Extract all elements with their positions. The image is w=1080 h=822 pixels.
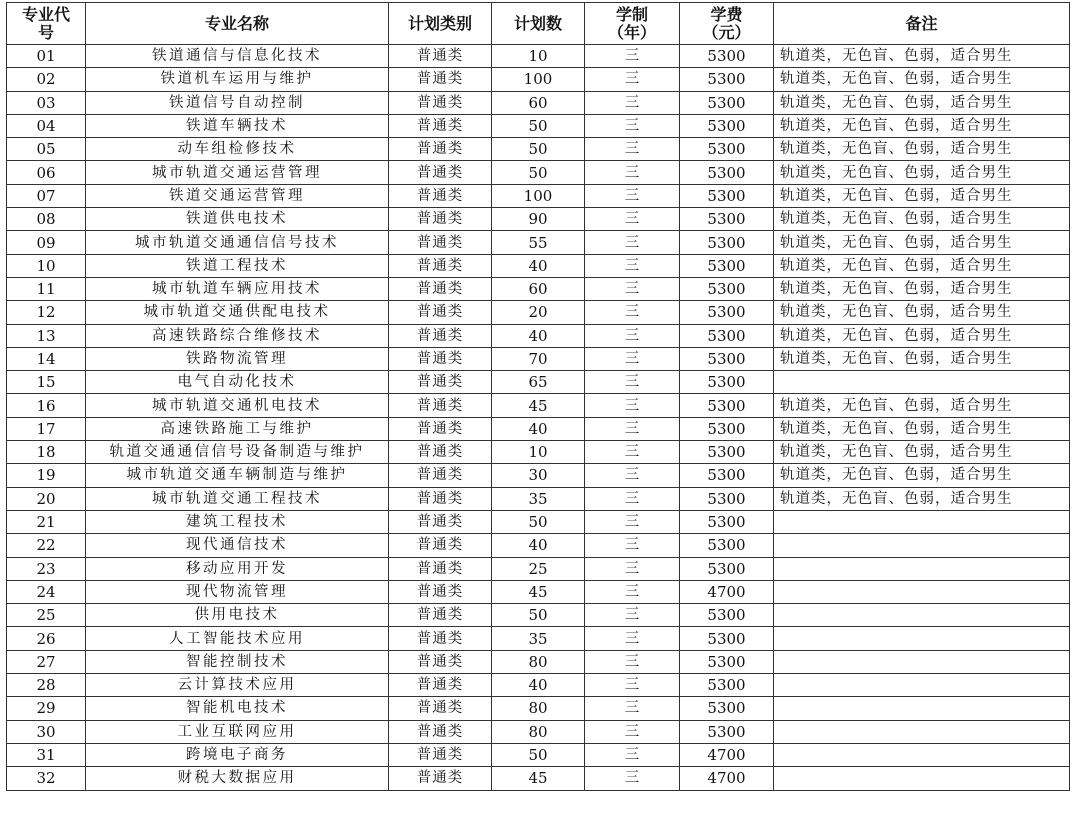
table-row <box>7 417 1070 440</box>
cell-plan-type: 普通类 <box>389 674 492 697</box>
cell-duration: 三 <box>585 534 680 557</box>
cell-plan-type: 普通类 <box>389 231 492 254</box>
cell-tuition: 5300 <box>680 184 774 207</box>
cell-major-name: 铁道供电技术 <box>86 208 389 231</box>
cell-tuition: 5300 <box>680 534 774 557</box>
table-row <box>7 464 1070 487</box>
cell-plan-type: 普通类 <box>389 697 492 720</box>
header-code-line1: 专业代 <box>21 4 70 24</box>
cell-tuition: 5300 <box>680 510 774 533</box>
cell-remark: 轨道类，无色盲、色弱，适合男生 <box>774 45 1070 68</box>
cell-code: 27 <box>7 650 86 673</box>
cell-remark: 轨道类，无色盲、色弱，适合男生 <box>774 254 1070 277</box>
table-row <box>7 184 1070 207</box>
cell-remark <box>774 767 1070 790</box>
cell-code: 11 <box>7 277 86 300</box>
cell-major-name: 智能控制技术 <box>86 650 389 673</box>
cell-plan-count: 80 <box>492 697 585 720</box>
cell-plan-count: 80 <box>492 720 585 743</box>
cell-duration: 三 <box>585 277 680 300</box>
table-row <box>7 301 1070 324</box>
cell-duration: 三 <box>585 767 680 790</box>
cell-major-name: 建筑工程技术 <box>86 510 389 533</box>
cell-duration: 三 <box>585 208 680 231</box>
table-row <box>7 208 1070 231</box>
cell-plan-type: 普通类 <box>389 254 492 277</box>
cell-tuition: 5300 <box>680 161 774 184</box>
table-row <box>7 604 1070 627</box>
cell-major-name: 城市轨道交通车辆制造与维护 <box>86 464 389 487</box>
cell-plan-type: 普通类 <box>389 627 492 650</box>
cell-tuition: 5300 <box>680 487 774 510</box>
table-row <box>7 487 1070 510</box>
cell-code: 19 <box>7 464 86 487</box>
cell-tuition: 5300 <box>680 720 774 743</box>
cell-duration: 三 <box>585 464 680 487</box>
cell-remark <box>774 604 1070 627</box>
cell-plan-count: 40 <box>492 417 585 440</box>
cell-plan-type: 普通类 <box>389 487 492 510</box>
cell-code: 21 <box>7 510 86 533</box>
cell-remark <box>774 720 1070 743</box>
cell-major-name: 城市轨道交通工程技术 <box>86 487 389 510</box>
cell-plan-count: 10 <box>492 441 585 464</box>
cell-plan-type: 普通类 <box>389 534 492 557</box>
table-row <box>7 697 1070 720</box>
header-duration <box>585 3 680 45</box>
table-row <box>7 627 1070 650</box>
cell-duration: 三 <box>585 441 680 464</box>
cell-code: 31 <box>7 743 86 766</box>
cell-remark: 轨道类，无色盲、色弱，适合男生 <box>774 231 1070 254</box>
table-row <box>7 68 1070 91</box>
cell-major-name: 铁道车辆技术 <box>86 114 389 137</box>
header-tuition <box>680 3 774 45</box>
cell-duration: 三 <box>585 697 680 720</box>
cell-tuition: 5300 <box>680 208 774 231</box>
cell-major-name: 高速铁路综合维修技术 <box>86 324 389 347</box>
cell-tuition: 5300 <box>680 441 774 464</box>
cell-remark: 轨道类，无色盲、色弱，适合男生 <box>774 91 1070 114</box>
cell-remark: 轨道类，无色盲、色弱，适合男生 <box>774 184 1070 207</box>
header-plan-count: 计划数 <box>492 3 585 45</box>
cell-tuition: 5300 <box>680 324 774 347</box>
table-row <box>7 534 1070 557</box>
cell-duration: 三 <box>585 580 680 603</box>
cell-major-name: 动车组检修技术 <box>86 138 389 161</box>
cell-plan-type: 普通类 <box>389 208 492 231</box>
cell-remark <box>774 674 1070 697</box>
cell-code: 18 <box>7 441 86 464</box>
cell-code: 02 <box>7 68 86 91</box>
cell-remark: 轨道类，无色盲、色弱，适合男生 <box>774 161 1070 184</box>
cell-code: 28 <box>7 674 86 697</box>
cell-major-name: 电气自动化技术 <box>86 371 389 394</box>
table-row <box>7 254 1070 277</box>
cell-plan-type: 普通类 <box>389 184 492 207</box>
header-duration-line2: （年） <box>607 22 656 42</box>
cell-major-name: 云计算技术应用 <box>86 674 389 697</box>
cell-remark: 轨道类，无色盲、色弱，适合男生 <box>774 441 1070 464</box>
table-row <box>7 277 1070 300</box>
header-plan-type: 计划类别 <box>389 3 492 45</box>
cell-plan-type: 普通类 <box>389 114 492 137</box>
header-name: 专业名称 <box>86 3 389 45</box>
cell-plan-count: 80 <box>492 650 585 673</box>
table-row <box>7 650 1070 673</box>
cell-duration: 三 <box>585 417 680 440</box>
cell-tuition: 5300 <box>680 301 774 324</box>
cell-tuition: 5300 <box>680 371 774 394</box>
cell-code: 07 <box>7 184 86 207</box>
cell-major-name: 铁道工程技术 <box>86 254 389 277</box>
cell-tuition: 5300 <box>680 254 774 277</box>
cell-code: 32 <box>7 767 86 790</box>
cell-remark: 轨道类，无色盲、色弱，适合男生 <box>774 114 1070 137</box>
cell-remark <box>774 743 1070 766</box>
cell-duration: 三 <box>585 371 680 394</box>
cell-duration: 三 <box>585 557 680 580</box>
cell-tuition: 5300 <box>680 91 774 114</box>
cell-plan-count: 25 <box>492 557 585 580</box>
cell-major-name: 城市轨道交通机电技术 <box>86 394 389 417</box>
cell-duration: 三 <box>585 184 680 207</box>
table-row <box>7 91 1070 114</box>
cell-plan-count: 40 <box>492 674 585 697</box>
cell-plan-type: 普通类 <box>389 301 492 324</box>
cell-code: 30 <box>7 720 86 743</box>
cell-major-name: 城市轨道交通通信信号技术 <box>86 231 389 254</box>
cell-duration: 三 <box>585 324 680 347</box>
cell-plan-count: 100 <box>492 68 585 91</box>
enrollment-plan-table <box>6 2 1070 791</box>
table-row <box>7 138 1070 161</box>
cell-remark: 轨道类，无色盲、色弱，适合男生 <box>774 208 1070 231</box>
cell-tuition: 5300 <box>680 68 774 91</box>
table-body <box>7 45 1070 791</box>
table-row <box>7 394 1070 417</box>
cell-tuition: 5300 <box>680 277 774 300</box>
cell-tuition: 5300 <box>680 697 774 720</box>
cell-duration: 三 <box>585 394 680 417</box>
cell-major-name: 人工智能技术应用 <box>86 627 389 650</box>
cell-major-name: 城市轨道车辆应用技术 <box>86 277 389 300</box>
cell-plan-count: 45 <box>492 580 585 603</box>
cell-tuition: 5300 <box>680 557 774 580</box>
cell-plan-type: 普通类 <box>389 91 492 114</box>
cell-plan-count: 50 <box>492 161 585 184</box>
cell-code: 26 <box>7 627 86 650</box>
cell-major-name: 现代通信技术 <box>86 534 389 557</box>
cell-code: 29 <box>7 697 86 720</box>
cell-remark: 轨道类，无色盲、色弱，适合男生 <box>774 464 1070 487</box>
cell-plan-type: 普通类 <box>389 371 492 394</box>
cell-plan-count: 35 <box>492 487 585 510</box>
cell-code: 01 <box>7 45 86 68</box>
cell-major-name: 供用电技术 <box>86 604 389 627</box>
cell-major-name: 高速铁路施工与维护 <box>86 417 389 440</box>
cell-tuition: 5300 <box>680 138 774 161</box>
cell-tuition: 5300 <box>680 114 774 137</box>
cell-plan-type: 普通类 <box>389 417 492 440</box>
cell-duration: 三 <box>585 68 680 91</box>
table-row <box>7 743 1070 766</box>
cell-remark <box>774 580 1070 603</box>
cell-plan-type: 普通类 <box>389 650 492 673</box>
cell-code: 25 <box>7 604 86 627</box>
table-row <box>7 114 1070 137</box>
cell-major-name: 智能机电技术 <box>86 697 389 720</box>
cell-duration: 三 <box>585 301 680 324</box>
cell-plan-type: 普通类 <box>389 68 492 91</box>
table-row <box>7 580 1070 603</box>
cell-major-name: 铁道通信与信息化技术 <box>86 45 389 68</box>
header-code-line2: 号 <box>37 22 54 42</box>
table-row <box>7 674 1070 697</box>
table-row <box>7 441 1070 464</box>
cell-plan-type: 普通类 <box>389 464 492 487</box>
cell-code: 15 <box>7 371 86 394</box>
cell-duration: 三 <box>585 161 680 184</box>
cell-duration: 三 <box>585 114 680 137</box>
cell-duration: 三 <box>585 487 680 510</box>
cell-duration: 三 <box>585 674 680 697</box>
table-row <box>7 557 1070 580</box>
cell-major-name: 铁路物流管理 <box>86 347 389 370</box>
cell-plan-type: 普通类 <box>389 277 492 300</box>
cell-duration: 三 <box>585 45 680 68</box>
table-row <box>7 161 1070 184</box>
cell-major-name: 现代物流管理 <box>86 580 389 603</box>
cell-duration: 三 <box>585 138 680 161</box>
table-row <box>7 371 1070 394</box>
cell-tuition: 5300 <box>680 394 774 417</box>
cell-tuition: 5300 <box>680 604 774 627</box>
table-header-row <box>7 3 1070 45</box>
cell-duration: 三 <box>585 720 680 743</box>
cell-plan-type: 普通类 <box>389 720 492 743</box>
cell-plan-count: 35 <box>492 627 585 650</box>
header-code <box>7 3 86 45</box>
cell-plan-type: 普通类 <box>389 138 492 161</box>
cell-plan-type: 普通类 <box>389 557 492 580</box>
cell-remark: 轨道类，无色盲、色弱，适合男生 <box>774 138 1070 161</box>
cell-plan-type: 普通类 <box>389 580 492 603</box>
cell-major-name: 移动应用开发 <box>86 557 389 580</box>
header-tuition-line1: 学费 <box>710 4 743 24</box>
cell-duration: 三 <box>585 347 680 370</box>
cell-major-name: 城市轨道交通运营管理 <box>86 161 389 184</box>
cell-tuition: 5300 <box>680 231 774 254</box>
cell-code: 09 <box>7 231 86 254</box>
cell-major-name: 铁道机车运用与维护 <box>86 68 389 91</box>
cell-plan-count: 90 <box>492 208 585 231</box>
cell-remark <box>774 650 1070 673</box>
cell-plan-type: 普通类 <box>389 441 492 464</box>
cell-code: 14 <box>7 347 86 370</box>
cell-code: 10 <box>7 254 86 277</box>
cell-tuition: 4700 <box>680 767 774 790</box>
cell-code: 03 <box>7 91 86 114</box>
cell-tuition: 5300 <box>680 417 774 440</box>
cell-major-name: 城市轨道交通供配电技术 <box>86 301 389 324</box>
header-tuition-line2: （元） <box>702 22 751 42</box>
cell-code: 22 <box>7 534 86 557</box>
cell-plan-type: 普通类 <box>389 767 492 790</box>
cell-code: 17 <box>7 417 86 440</box>
cell-duration: 三 <box>585 627 680 650</box>
cell-plan-count: 20 <box>492 301 585 324</box>
cell-plan-type: 普通类 <box>389 161 492 184</box>
cell-plan-type: 普通类 <box>389 743 492 766</box>
cell-code: 13 <box>7 324 86 347</box>
table-row <box>7 347 1070 370</box>
cell-remark: 轨道类，无色盲、色弱，适合男生 <box>774 347 1070 370</box>
cell-plan-count: 70 <box>492 347 585 370</box>
cell-plan-count: 40 <box>492 324 585 347</box>
cell-code: 04 <box>7 114 86 137</box>
cell-plan-count: 50 <box>492 138 585 161</box>
cell-code: 06 <box>7 161 86 184</box>
cell-major-name: 铁道交通运营管理 <box>86 184 389 207</box>
cell-remark: 轨道类，无色盲、色弱，适合男生 <box>774 324 1070 347</box>
cell-tuition: 5300 <box>680 45 774 68</box>
cell-duration: 三 <box>585 91 680 114</box>
cell-code: 23 <box>7 557 86 580</box>
cell-tuition: 5300 <box>680 650 774 673</box>
cell-duration: 三 <box>585 604 680 627</box>
cell-plan-count: 60 <box>492 91 585 114</box>
cell-plan-count: 45 <box>492 767 585 790</box>
cell-code: 12 <box>7 301 86 324</box>
enrollment-plan-table-container <box>6 2 1070 791</box>
cell-remark: 轨道类，无色盲、色弱，适合男生 <box>774 394 1070 417</box>
cell-major-name: 财税大数据应用 <box>86 767 389 790</box>
cell-plan-count: 60 <box>492 277 585 300</box>
table-row <box>7 324 1070 347</box>
cell-tuition: 4700 <box>680 743 774 766</box>
table-row <box>7 45 1070 68</box>
cell-code: 16 <box>7 394 86 417</box>
cell-remark <box>774 510 1070 533</box>
cell-code: 20 <box>7 487 86 510</box>
cell-tuition: 5300 <box>680 674 774 697</box>
cell-plan-type: 普通类 <box>389 604 492 627</box>
cell-remark: 轨道类，无色盲、色弱，适合男生 <box>774 487 1070 510</box>
cell-plan-type: 普通类 <box>389 45 492 68</box>
table-row <box>7 767 1070 790</box>
table-row <box>7 231 1070 254</box>
cell-plan-count: 50 <box>492 114 585 137</box>
header-remark: 备注 <box>774 3 1070 45</box>
cell-plan-count: 30 <box>492 464 585 487</box>
cell-duration: 三 <box>585 254 680 277</box>
cell-plan-type: 普通类 <box>389 394 492 417</box>
table-row <box>7 510 1070 533</box>
cell-duration: 三 <box>585 743 680 766</box>
cell-tuition: 5300 <box>680 464 774 487</box>
cell-duration: 三 <box>585 510 680 533</box>
cell-remark: 轨道类，无色盲、色弱，适合男生 <box>774 417 1070 440</box>
cell-plan-count: 100 <box>492 184 585 207</box>
cell-major-name: 轨道交通通信信号设备制造与维护 <box>86 441 389 464</box>
cell-tuition: 4700 <box>680 580 774 603</box>
cell-plan-count: 50 <box>492 510 585 533</box>
cell-plan-count: 55 <box>492 231 585 254</box>
cell-code: 08 <box>7 208 86 231</box>
cell-plan-type: 普通类 <box>389 510 492 533</box>
cell-tuition: 5300 <box>680 627 774 650</box>
cell-remark <box>774 627 1070 650</box>
cell-plan-type: 普通类 <box>389 324 492 347</box>
cell-remark <box>774 557 1070 580</box>
cell-remark <box>774 697 1070 720</box>
cell-duration: 三 <box>585 231 680 254</box>
cell-plan-count: 65 <box>492 371 585 394</box>
cell-major-name: 跨境电子商务 <box>86 743 389 766</box>
cell-plan-count: 40 <box>492 254 585 277</box>
cell-plan-count: 10 <box>492 45 585 68</box>
cell-remark: 轨道类，无色盲、色弱，适合男生 <box>774 277 1070 300</box>
cell-plan-count: 40 <box>492 534 585 557</box>
cell-duration: 三 <box>585 650 680 673</box>
table-row <box>7 720 1070 743</box>
cell-plan-count: 50 <box>492 743 585 766</box>
cell-remark <box>774 534 1070 557</box>
cell-remark: 轨道类，无色盲、色弱，适合男生 <box>774 68 1070 91</box>
header-duration-line1: 学制 <box>615 4 648 24</box>
cell-plan-type: 普通类 <box>389 347 492 370</box>
cell-plan-count: 50 <box>492 604 585 627</box>
cell-remark: 轨道类，无色盲、色弱，适合男生 <box>774 301 1070 324</box>
cell-major-name: 工业互联网应用 <box>86 720 389 743</box>
cell-code: 24 <box>7 580 86 603</box>
cell-remark <box>774 371 1070 394</box>
cell-plan-count: 45 <box>492 394 585 417</box>
cell-major-name: 铁道信号自动控制 <box>86 91 389 114</box>
cell-code: 05 <box>7 138 86 161</box>
cell-tuition: 5300 <box>680 347 774 370</box>
